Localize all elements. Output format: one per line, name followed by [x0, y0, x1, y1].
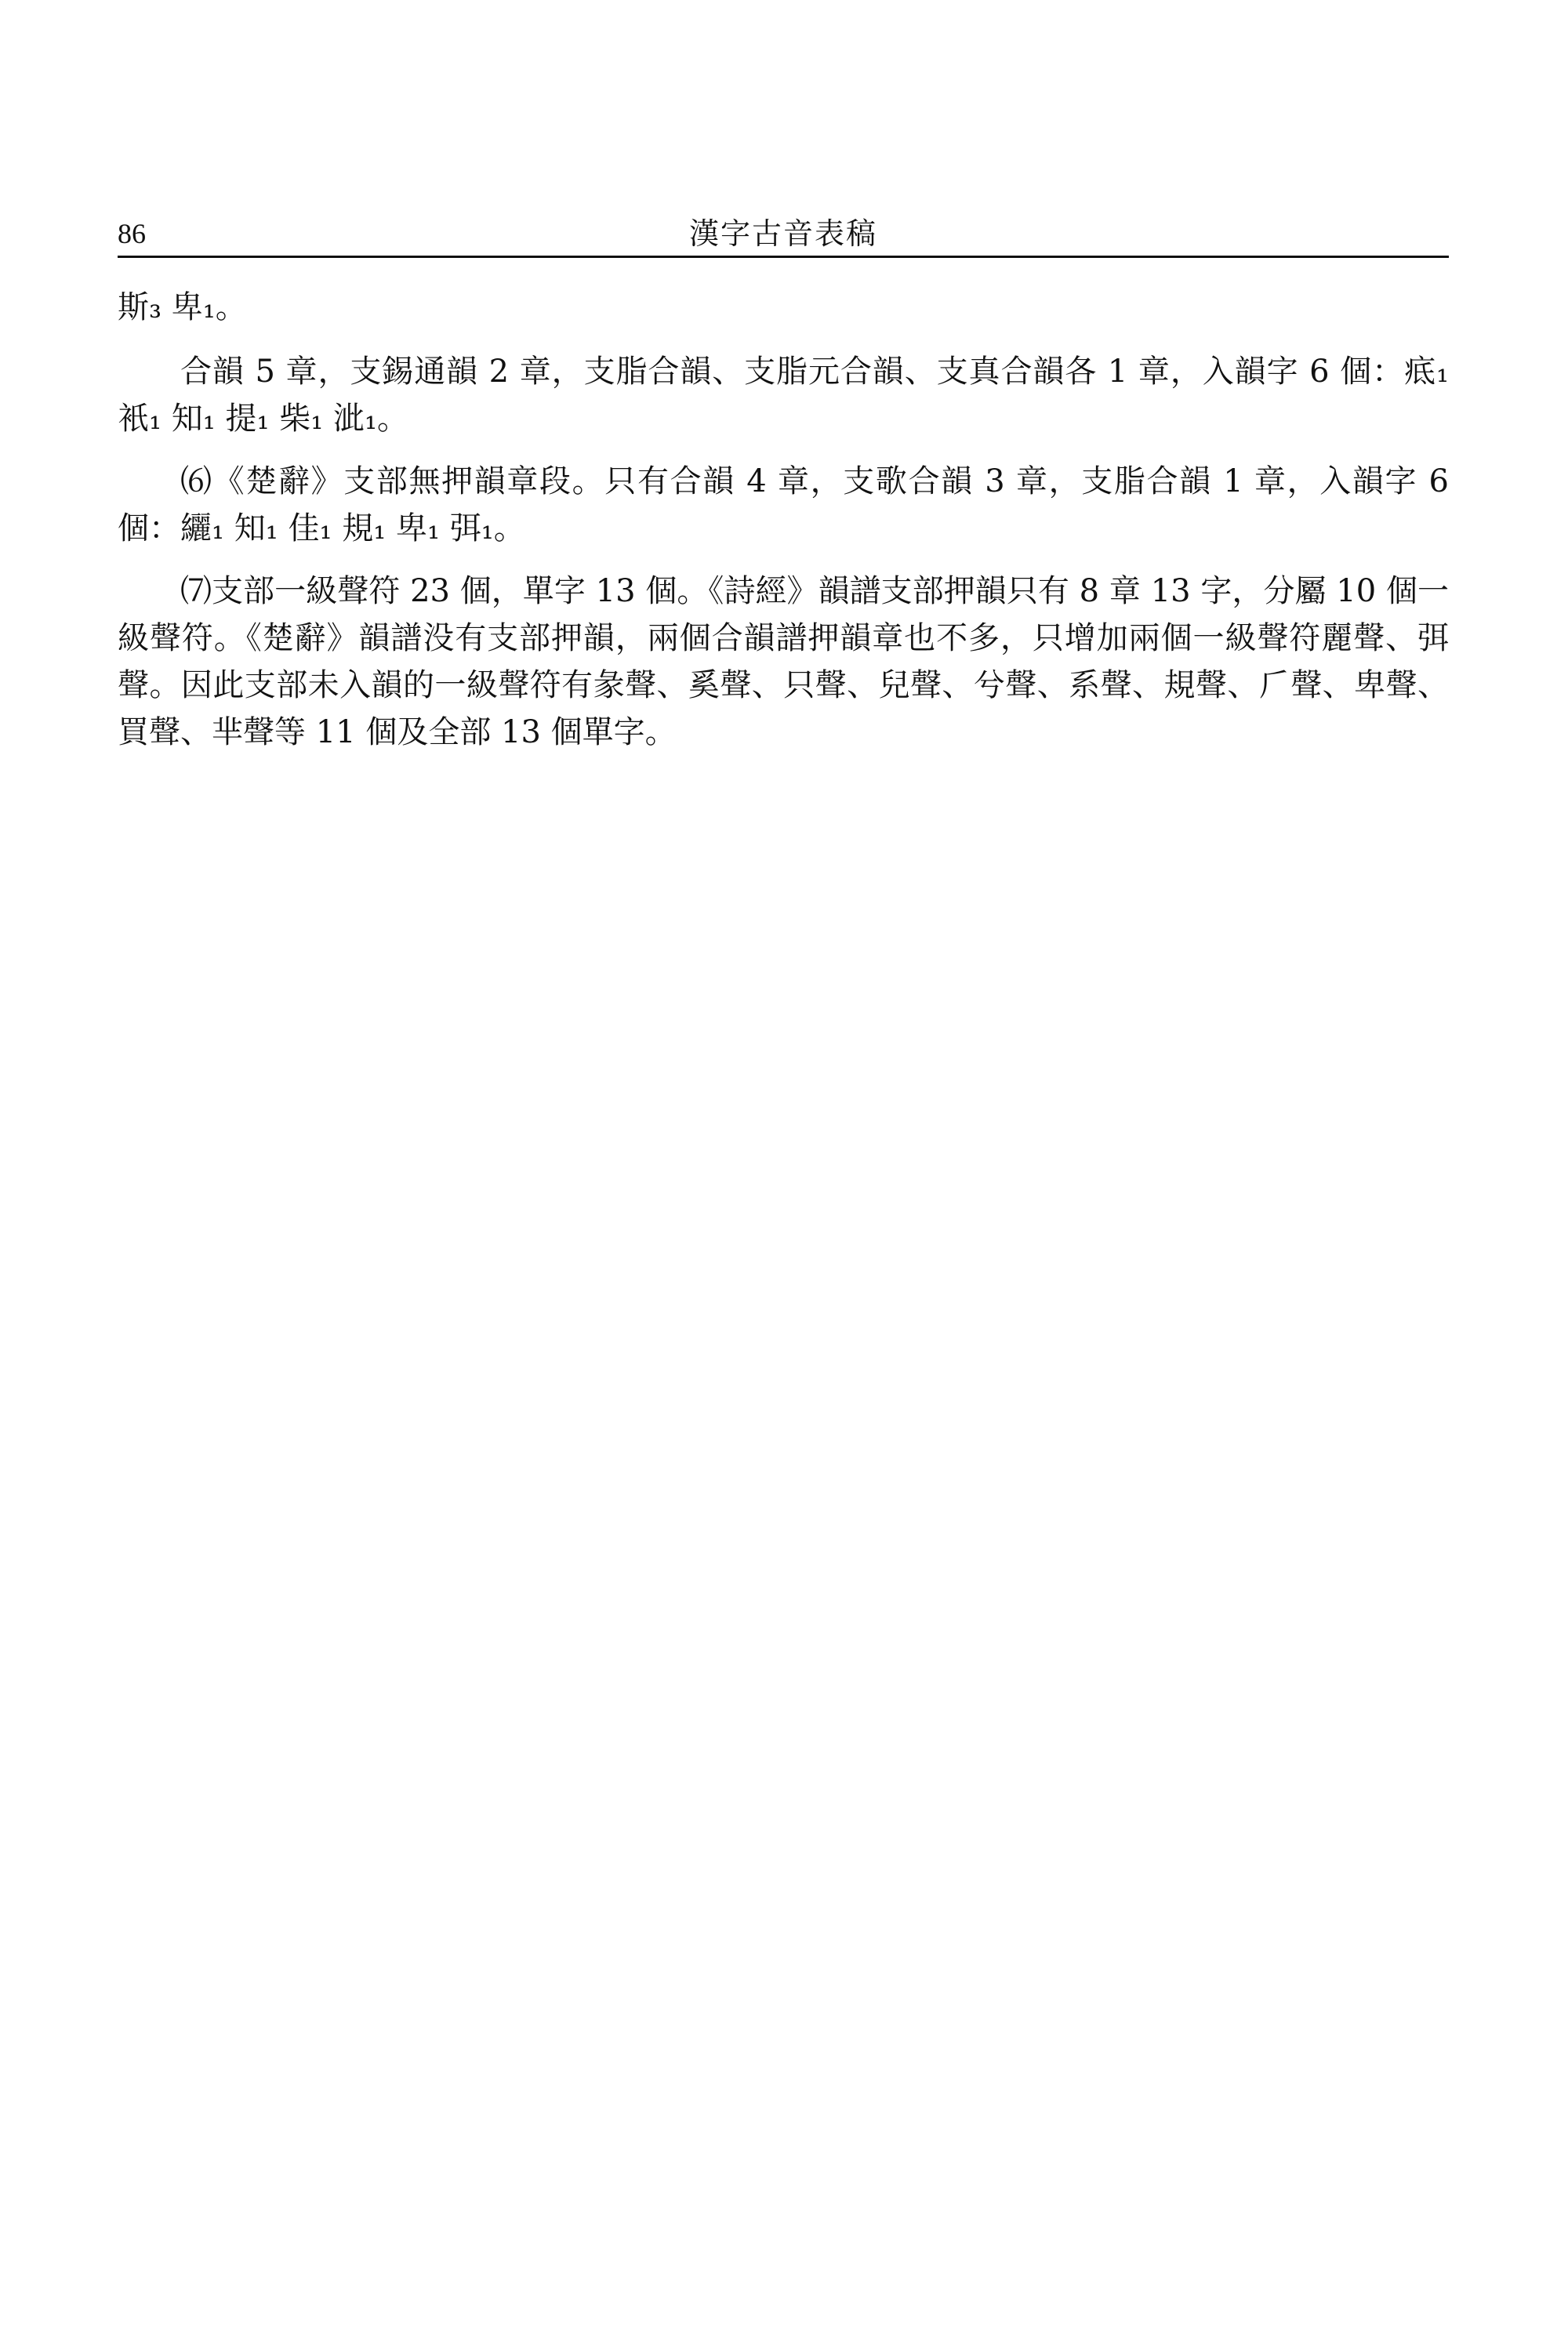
paragraph-chuci: ⑹《楚辭》支部無押韻章段。只有合韻 4 章，支歌合韻 3 章，支脂合韻 1 章，入韻字 6 個：纚₁ 知₁ 佳₁ 規₁ 卑₁ 弭₁。 [118, 463, 1449, 546]
body-text [118, 284, 1449, 756]
paragraph-combined-rhymes: 合韻 5 章，支錫通韻 2 章，支脂合韻、支脂元合韻、支真合韻各 1 章，入韻字 6 個：疷₁ 衹₁ 知₁ 提₁ 柴₁ 泚₁。 [118, 354, 1449, 437]
paragraph-phonetic-series: ⑺支部一級聲符 23 個，單字 13 個。《詩經》韻譜支部押韻只有 8 章 13 字，分屬 10 個一級聲符。《楚辭》韻譜没有支部押韻，兩個合韻譜押韻章也不多，只增加兩個一級聲符麗聲、弭聲。因此支部未入韻的一級聲符有彖聲、奚聲、只聲、兒聲、兮聲、系聲、規聲、𠂆聲、卑聲、買聲、芈聲等 11 個及全部 13 個單字。 [118, 573, 1449, 750]
running-title: 漢字古音表稿 [688, 216, 877, 251]
page-header [118, 212, 1449, 256]
header-rule [118, 256, 1449, 258]
paragraph-continuation: 斯₃ 卑₁。 [118, 289, 247, 325]
page-number: 86 [118, 218, 146, 249]
